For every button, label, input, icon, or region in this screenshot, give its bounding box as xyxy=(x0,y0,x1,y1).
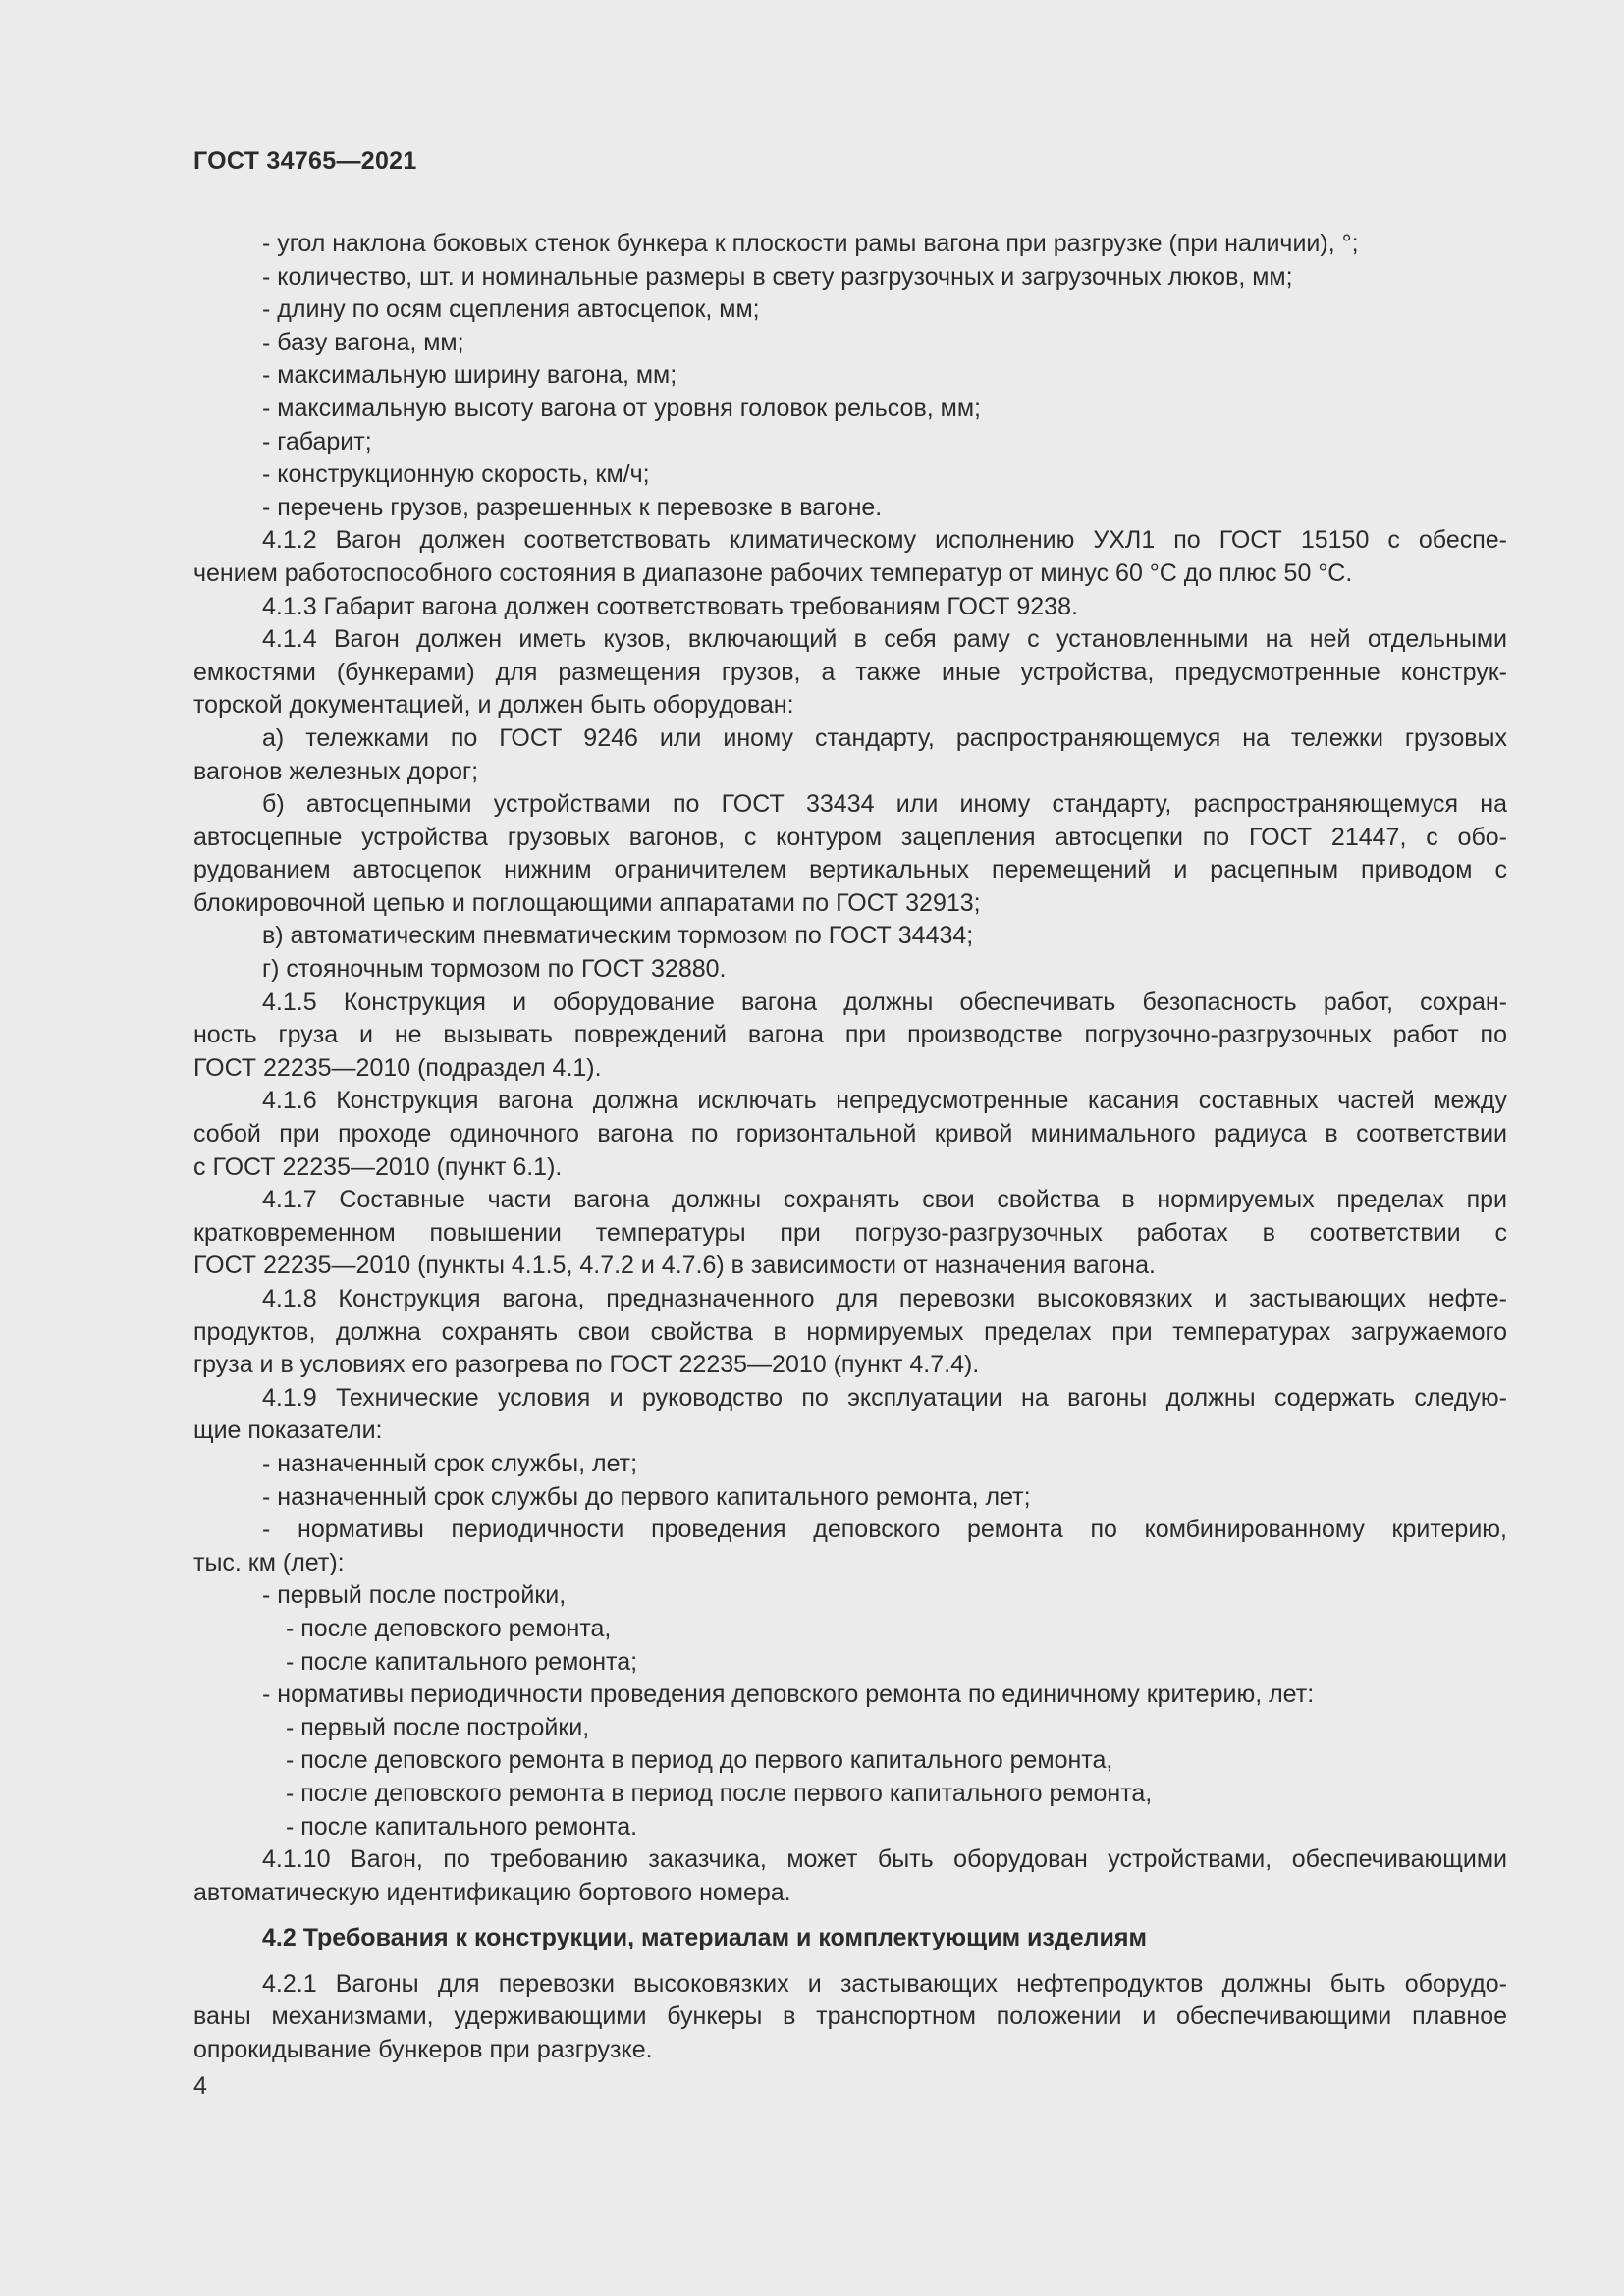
paragraph-line: собой при проходе одиночного вагона по горизонтальной кривой минимального радиуса в соответствии xyxy=(193,1120,1507,1148)
list-item: тыс. км (лет): xyxy=(193,1548,345,1576)
list-item: - перечень грузов, разрешенных к перевозке в вагоне. xyxy=(262,493,883,521)
paragraph-line: рудованием автосцепок нижним ограничителем вертикальных перемещений и расцепным приводом с xyxy=(193,856,1507,884)
paragraph-line: 4.1.8 Конструкция вагона, предназначенного для перевозки высоковязких и застывающих нефте- xyxy=(262,1285,1507,1312)
list-item: - после деповского ремонта в период до первого капитального ремонта, xyxy=(286,1746,1113,1775)
document-code-header: ГОСТ 34765—2021 xyxy=(193,147,417,175)
paragraph-line: щие показатели: xyxy=(193,1416,383,1445)
paragraph-line: опрокидывание бункеров при разгрузке. xyxy=(193,2036,653,2064)
list-item: - назначенный срок службы до первого капитального ремонта, лет; xyxy=(262,1482,1031,1511)
paragraph-line: 4.1.3 Габарит вагона должен соответствовать требованиям ГОСТ 9238. xyxy=(262,592,1078,620)
page-number: 4 xyxy=(193,2072,207,2100)
list-item: - после деповского ремонта, xyxy=(286,1614,612,1642)
paragraph-line: а) тележками по ГОСТ 9246 или иному стандарту, распространяющемуся на тележки грузовых xyxy=(262,723,1507,752)
paragraph-line: автоматическую идентификацию бортового номера. xyxy=(193,1878,791,1906)
paragraph-line: блокировочной цепью и поглощающими аппаратами по ГОСТ 32913; xyxy=(193,888,981,917)
list-item: - нормативы периодичности проведения деповского ремонта по комбинированному критерию, xyxy=(262,1516,1507,1544)
list-item: - после капитального ремонта; xyxy=(286,1647,638,1676)
paragraph-line: 4.1.9 Технические условия и руководство по эксплуатации на вагоны должны содержать следую- xyxy=(262,1383,1507,1412)
paragraph-line: ГОСТ 22235—2010 (подраздел 4.1). xyxy=(193,1053,602,1082)
paragraph-line: 4.1.6 Конструкция вагона должна исключать непредусмотренные касания составных частей между xyxy=(262,1087,1507,1115)
paragraph-line: кратковременном повышении температуры при погрузо-разгрузочных работах в соответствии с xyxy=(193,1218,1507,1247)
paragraph-line: ваны механизмами, удерживающими бункеры в транспортном положении и обеспечивающими плавное xyxy=(193,2002,1507,2031)
paragraph-line: 4.2.1 Вагоны для перевозки высоковязких и застывающих нефтепродуктов должны быть оборудо- xyxy=(262,1969,1507,1998)
paragraph-line: ГОСТ 22235—2010 (пункты 4.1.5, 4.7.2 и 4.7.6) в зависимости от назначения вагона. xyxy=(193,1252,1156,1280)
section-heading: 4.2 Требования к конструкции, материалам и комплектующим изделиям xyxy=(262,1924,1147,1952)
list-item: - конструкционную скорость, км/ч; xyxy=(262,460,650,489)
paragraph-line: вагонов железных дорог; xyxy=(193,757,479,785)
paragraph-line: 4.1.2 Вагон должен соответствовать климатическому исполнению УХЛ1 по ГОСТ 15150 с обеспе- xyxy=(262,526,1507,555)
paragraph-line: 4.1.4 Вагон должен иметь кузов, включающий в себя раму с установленными на ней отдельными xyxy=(262,625,1507,654)
paragraph-line: 4.1.10 Вагон, по требованию заказчика, может быть оборудован устройствами, обеспечивающими xyxy=(262,1845,1507,1874)
paragraph-line: торской документацией, и должен быть оборудован: xyxy=(193,691,794,720)
paragraph-line: г) стояночным тормозом по ГОСТ 32880. xyxy=(262,955,727,984)
paragraph-line: 4.1.5 Конструкция и оборудование вагона должны обеспечивать безопасность работ, сохран- xyxy=(262,988,1507,1016)
list-item: - первый после постройки, xyxy=(286,1713,590,1741)
paragraph-line: в) автоматическим пневматическим тормозом по ГОСТ 34434; xyxy=(262,922,974,950)
list-item: - угол наклона боковых стенок бункера к плоскости рамы вагона при разгрузке (при наличии), °; xyxy=(262,230,1359,257)
list-item: - базу вагона, мм; xyxy=(262,328,464,356)
list-item: - максимальную высоту вагона от уровня головок рельсов, мм; xyxy=(262,394,981,422)
paragraph-line: чением работоспособного состояния в диапазоне рабочих температур от минус 60 °С до плюс 50 °С. xyxy=(193,559,1353,587)
list-item: - первый после постройки, xyxy=(262,1581,567,1610)
paragraph-line: продуктов, должна сохранять свои свойства в нормируемых пределах при температурах загружаемого xyxy=(193,1317,1507,1346)
document-body xyxy=(193,228,1507,2067)
paragraph-line: с ГОСТ 22235—2010 (пункт 6.1). xyxy=(193,1152,563,1181)
paragraph-line: автосцепные устройства грузовых вагонов, с контуром зацепления автосцепки по ГОСТ 21447, с обо- xyxy=(193,823,1507,851)
list-item: - максимальную ширину вагона, мм; xyxy=(262,361,677,390)
list-item: - после деповского ремонта в период после первого капитального ремонта, xyxy=(286,1779,1153,1807)
paragraph-line: груза и в условиях его разогрева по ГОСТ 22235—2010 (пункт 4.7.4). xyxy=(193,1351,980,1379)
paragraph-line: 4.1.7 Составные части вагона должны сохранять свои свойства в нормируемых пределах при xyxy=(262,1186,1507,1214)
paragraph-line: б) автосцепными устройствами по ГОСТ 33434 или иному стандарту, распространяющемуся на xyxy=(262,790,1507,819)
paragraph-line: ность груза и не вызывать повреждений вагона при производстве погрузочно-разгрузочных работ по xyxy=(193,1021,1507,1049)
list-item: - длину по осям сцепления автосцепок, мм; xyxy=(262,295,760,324)
list-item: - назначенный срок службы, лет; xyxy=(262,1449,638,1477)
paragraph-line: емкостями (бункерами) для размещения грузов, а также иные устройства, предусмотренные конструк- xyxy=(193,658,1507,686)
list-item: - после капитального ремонта. xyxy=(286,1812,638,1841)
list-item: - количество, шт. и номинальные размеры в свету разгрузочных и загрузочных люков, мм; xyxy=(262,262,1293,291)
list-item: - нормативы периодичности проведения деповского ремонта по единичному критерию, лет: xyxy=(262,1681,1315,1709)
list-item: - габарит; xyxy=(262,427,372,455)
